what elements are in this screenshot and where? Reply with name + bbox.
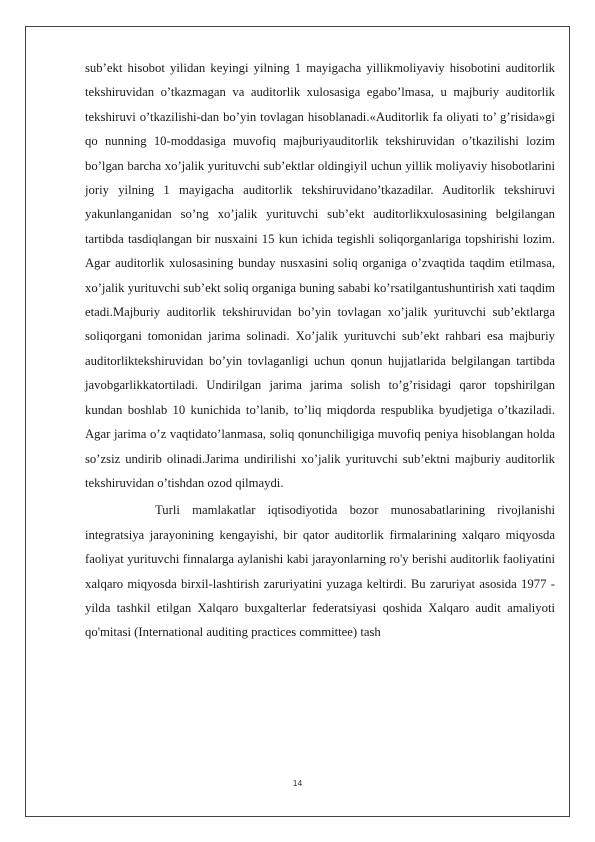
document-body bbox=[85, 56, 555, 645]
paragraph-mandatory-audit: sub’ekt hisobot yilidan keyingi yilning 1 mayigacha yillikmoliyaviy hisobotini auditorlik tekshiruvidan o’tkazmagan va auditorlik xulosasiga egabo’lmasa, u majburiy auditorlik tekshiruvi o’tkazilishi-dan bo’yin tovlagan hisoblanadi.«Auditorlik fa oliyati to’ g’risida»gi qo nunning 10-moddasiga muvofiq majburiyauditorlik tekshiruvidan o’tkazilishi lozim bo’lgan barcha xo’jalik yurituvchi sub’ektlar oldingiyil uchun yillik moliyaviy hisobotlarini joriy yilning 1 mayigacha auditorlik tekshiruvidano’tkazadilar. Auditorlik tekshiruvi yakunlanganidan so’ng xo’jalik yurituvchi sub’ekt auditorlikxulosasining belgilangan tartibda tasdiqlangan bir nusxaini 15 kun ichida tegishli soliqorganlariga topshirishi lozim. Agar auditorlik xulosasining bunday nusxasini soliq organiga o’zvaqtida taqdim etilmasa, xo’jalik yurituvchi sub’ekt soliq organiga buning sababi ko’rsatilgantushuntirish xati taqdim etadi.Majburiy auditorlik tekshiruvidan bo’yin tovlagan xo’jalik yurituvchi sub’ektlarga soliqorgani tomonidan jarima solinadi. Xo’jalik yurituvchi sub’ekt rahbari esa majburiy auditorliktekshiruvidan bo’yin tovlaganligi uchun qonun hujjatlarida belgilangan tartibda javobgarlikkatortiladi. Undirilgan jarima jarima solish to’g’risidagi qaror topshirilgan kundan boshlab 10 kunichida to’lanib, to’liq miqdorda respublika byudjetiga o’tkaziladi. Agar jarima o’z vaqtidato’lanmasa, soliq qonunchiligiga muvofiq peniya hisoblangan holda so’zsiz undirib olinadi.Jarima undirilishi xo’jalik yurituvchi sub’ektni majburiy auditorlik tekshiruvidan o’tishdan ozod qilmaydi. bbox=[85, 61, 555, 490]
page-number: 14 bbox=[292, 778, 303, 788]
paragraph-international-audit: Turli mamlakatlar iqtisodiyotida bozor munosabatlarining rivojlanishi integratsiya jarayonining kengayishi, bir qator auditorlik firmalarining xalqaro miqyosda faoliyat yurituvchi finnalarga aylanishi kabi jarayonlarning ro'y berishi auditorlik faoliyatini xalqaro miqyosda birxil-lashtirish zaruriyatini yuzaga keltirdi. Bu zaruriyat asosida 1977 -yilda tashkil etilgan Xalqaro buxgalterlar federatsiyasi qoshida Xalqaro audit amaliyoti qo'mitasi (International auditing practices committee) tash bbox=[85, 503, 555, 640]
